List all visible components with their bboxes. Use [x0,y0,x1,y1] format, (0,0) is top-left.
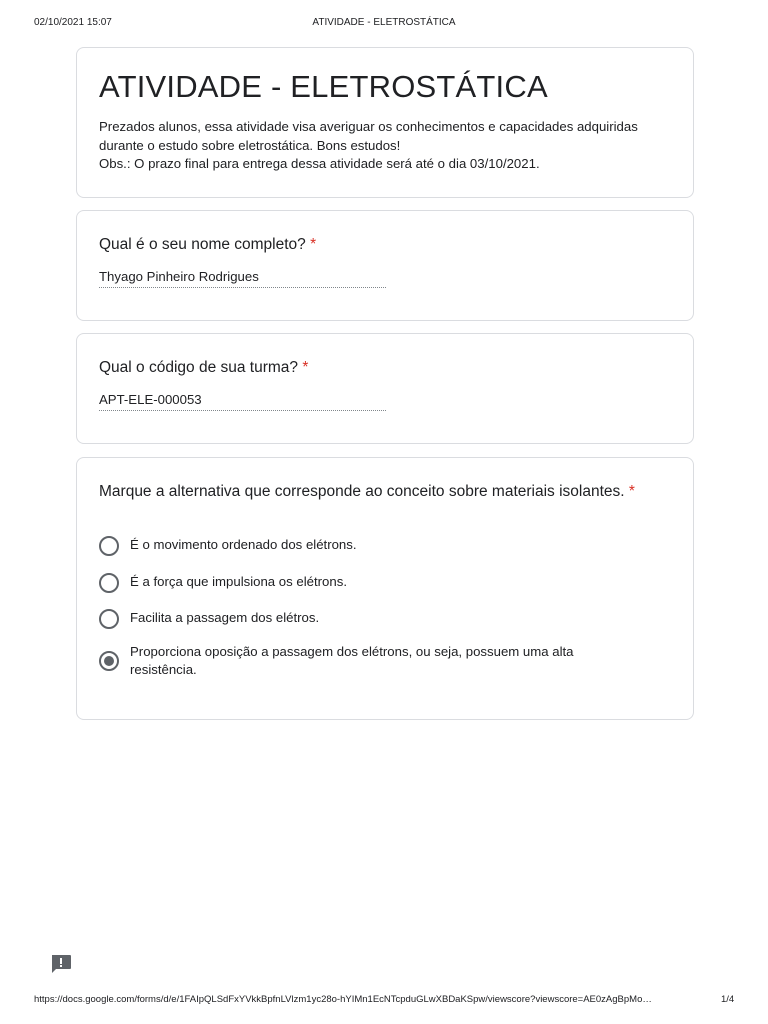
radio-option-label: Proporciona oposição a passagem dos elétrons, ou seja, possuem uma alta resistência. [130,644,574,677]
form-description-line: Prezados alunos, essa atividade visa averiguar os conhecimentos e capacidades adquiridas [99,119,638,134]
radio-button[interactable] [99,609,119,629]
question-title [99,358,308,378]
question-title-text: Qual o código de sua turma? [99,359,299,376]
question-title [99,235,316,255]
question-title [99,482,635,502]
question-card-class-code [76,333,694,444]
radio-option-label: Facilita a passagem dos elétros. [130,610,320,625]
report-feedback-icon[interactable] [50,954,72,974]
print-header [0,17,768,31]
question-card-insulating-materials [76,457,694,720]
question-title-text: Marque a alternativa que corresponde ao conceito sobre materiais isolantes. [99,483,625,500]
question-title-text: Qual é o seu nome completo? [99,236,306,253]
print-footer [0,994,768,1008]
required-mark: * [628,483,635,500]
form-header-card [76,47,694,198]
print-datetime: 02/10/2021 15:07 [34,17,112,28]
required-mark: * [310,236,317,253]
question-card-name [76,210,694,321]
form-description-line: Obs.: O prazo final para entrega dessa atividade será até o dia 03/10/2021. [99,156,540,171]
radio-button[interactable] [99,573,119,593]
form-title: ATIVIDADE - ELETROSTÁTICA [99,69,548,104]
print-title: ATIVIDADE - ELETROSTÁTICA [312,17,456,28]
name-answer-field[interactable]: Thyago Pinheiro Rodrigues [99,268,386,288]
radio-option-label: É a força que impulsiona os elétrons. [130,574,347,589]
radio-option-label: É o movimento ordenado dos elétrons. [130,537,357,552]
required-mark: * [302,359,309,376]
print-page-number: 1/4 [721,994,735,1005]
form-description-line: durante o estudo sobre eletrostática. Bons estudos! [99,137,401,153]
form-description [99,118,679,174]
class-code-answer-field[interactable]: APT-ELE-000053 [99,391,386,411]
radio-button[interactable] [99,536,119,556]
radio-button-selected[interactable] [99,651,119,671]
print-url: https://docs.google.com/forms/d/e/1FAIpQLSdFxYVkkBpfnLVlzm1yc28o-hYIMn1EcNTcpduGLwXBDaKSpw/viewscore?viewscore=AE0zAgBpMo… [34,994,652,1005]
